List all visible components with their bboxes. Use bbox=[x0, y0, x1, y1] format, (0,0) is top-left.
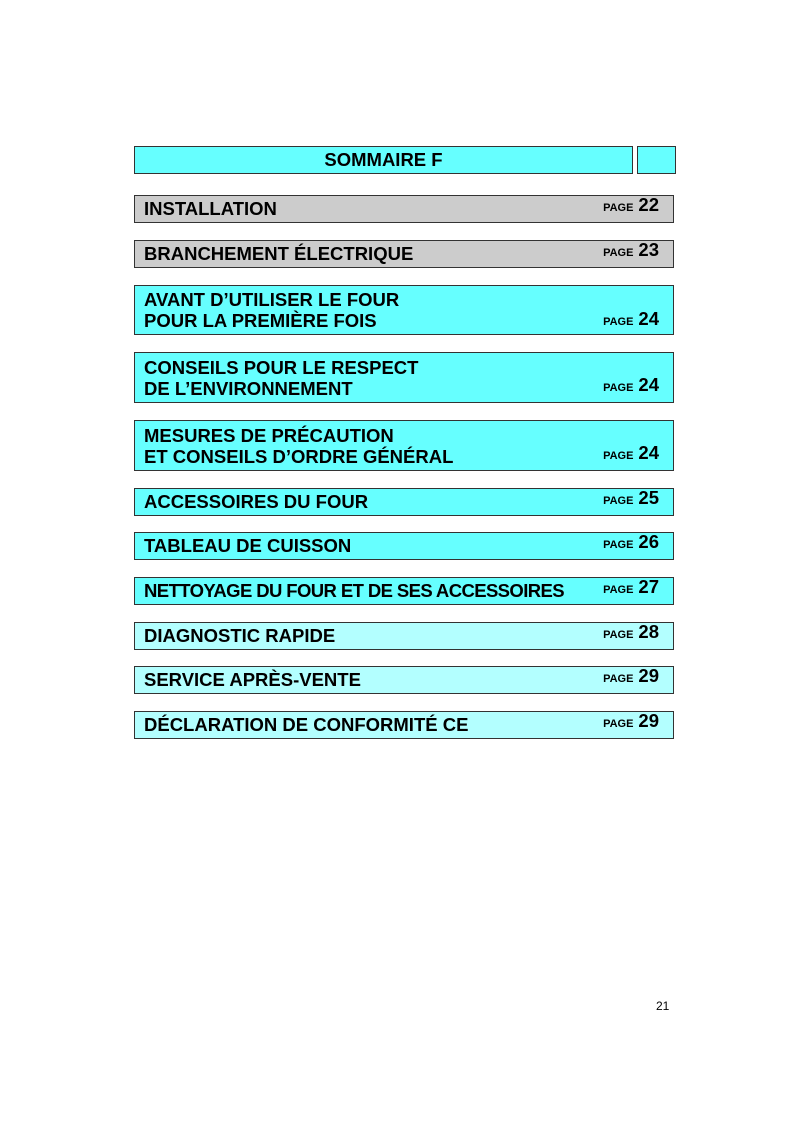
entry-page: PAGE 22 bbox=[603, 194, 659, 215]
entry-page: PAGE 24 bbox=[603, 442, 659, 463]
entry-title: ACCESSOIRES DU FOUR bbox=[144, 491, 369, 512]
entry-page: PAGE 25 bbox=[603, 487, 659, 508]
page-number: 21 bbox=[656, 999, 670, 1013]
entry-page: PAGE 29 bbox=[603, 710, 659, 731]
entry-page: PAGE 24 bbox=[603, 374, 659, 395]
entry-title: AVANT D’UTILISER LE FOUR POUR LA PREMIÈRE FOIS bbox=[144, 289, 400, 331]
entry-title: DIAGNOSTIC RAPIDE bbox=[144, 625, 336, 646]
entry-page: PAGE 24 bbox=[603, 308, 659, 329]
toc-entry-mesures-precaution[interactable] bbox=[134, 420, 674, 471]
entry-title: DÉCLARATION DE CONFORMITÉ CE bbox=[144, 714, 469, 735]
toc-entry-conseils-environnement[interactable] bbox=[134, 352, 674, 403]
toc-entry-installation[interactable] bbox=[134, 195, 674, 223]
entry-title: CONSEILS POUR LE RESPECT DE L’ENVIRONNEMENT bbox=[144, 357, 419, 399]
entry-title: MESURES DE PRÉCAUTION ET CONSEILS D’ORDRE GÉNÉRAL bbox=[144, 425, 454, 467]
toc-entry-branchement[interactable] bbox=[134, 240, 674, 268]
toc-entry-nettoyage[interactable] bbox=[134, 577, 674, 605]
entry-title: SERVICE APRÈS-VENTE bbox=[144, 669, 361, 690]
toc-entry-diagnostic[interactable] bbox=[134, 622, 674, 650]
toc-entry-avant-utiliser[interactable] bbox=[134, 285, 674, 335]
entry-title: TABLEAU DE CUISSON bbox=[144, 535, 352, 556]
entry-title: BRANCHEMENT ÉLECTRIQUE bbox=[144, 243, 414, 264]
entry-page: PAGE 26 bbox=[603, 531, 659, 552]
toc-title-side-box bbox=[637, 146, 676, 174]
toc-entry-declaration[interactable] bbox=[134, 711, 674, 739]
entry-page: PAGE 28 bbox=[603, 621, 659, 642]
entry-title: INSTALLATION bbox=[144, 198, 277, 219]
toc-entry-accessoires[interactable] bbox=[134, 488, 674, 516]
entry-page: PAGE 29 bbox=[603, 665, 659, 686]
entry-page: PAGE 23 bbox=[603, 239, 659, 260]
toc-entry-service[interactable] bbox=[134, 666, 674, 694]
toc-title: SOMMAIRE F bbox=[134, 146, 633, 174]
entry-title: NETTOYAGE DU FOUR ET DE SES ACCESSOIRES bbox=[144, 580, 564, 601]
toc-entry-tableau-cuisson[interactable] bbox=[134, 532, 674, 560]
entry-page: PAGE 27 bbox=[603, 576, 659, 597]
